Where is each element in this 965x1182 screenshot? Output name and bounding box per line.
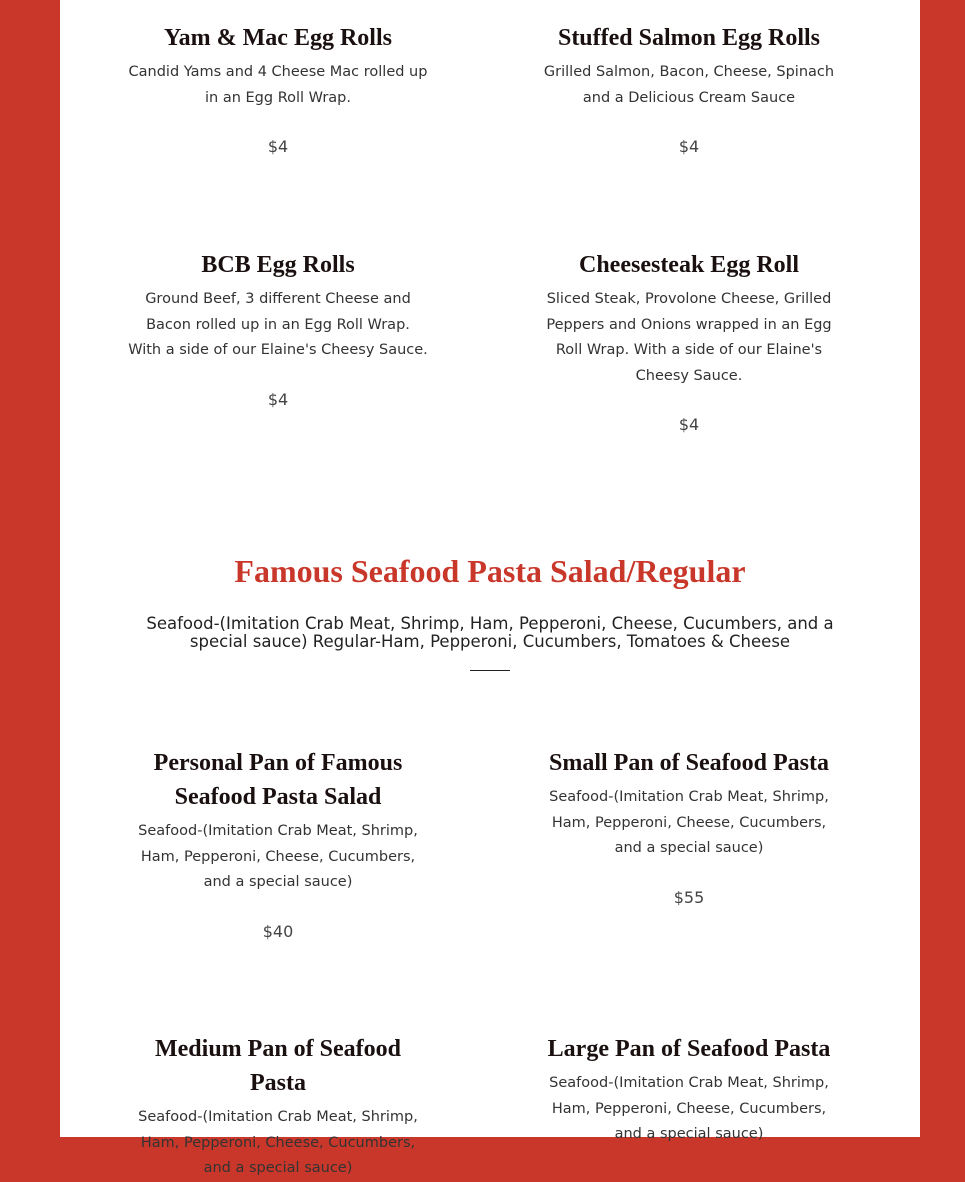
section-divider bbox=[470, 670, 510, 671]
item-name: BCB Egg Rolls bbox=[201, 252, 355, 278]
item-name: Stuffed Salmon Egg Rolls bbox=[557, 25, 821, 51]
item-name: Personal Pan of Famous Seafood Pasta Salad bbox=[153, 750, 403, 810]
item-name: Small Pan of Seafood Pasta bbox=[548, 750, 829, 776]
menu-item-cheesesteak-egg-roll bbox=[539, 248, 839, 434]
menu-item-yam-mac-egg-rolls bbox=[128, 21, 428, 156]
menu-item-bcb-egg-rolls bbox=[128, 248, 428, 409]
menu-item-personal-pan-seafood-pasta bbox=[128, 746, 428, 941]
menu-item-large-pan-seafood-pasta bbox=[539, 1032, 839, 1148]
item-description: Candid Yams and 4 Cheese Mac rolled up in an Egg Roll Wrap. bbox=[128, 64, 428, 106]
item-price: $4 bbox=[267, 137, 289, 157]
item-name: Large Pan of Seafood Pasta bbox=[547, 1036, 831, 1062]
item-description: Grilled Salmon, Bacon, Cheese, Spinach and a Delicious Cream Sauce bbox=[543, 64, 835, 106]
item-description: Seafood-(Imitation Crab Meat, Shrimp, Ham, Pepperoni, Cheese, Cucumbers, and a special sauce) bbox=[138, 1109, 418, 1177]
item-name: Cheesesteak Egg Roll bbox=[579, 252, 799, 278]
item-description: Seafood-(Imitation Crab Meat, Shrimp, Ham, Pepperoni, Cheese, Cucumbers, and a special sauce) bbox=[549, 789, 829, 857]
item-description: Seafood-(Imitation Crab Meat, Shrimp, Ham, Pepperoni, Cheese, Cucumbers, and a special sauce) bbox=[549, 1075, 829, 1143]
item-price: $55 bbox=[673, 887, 705, 907]
menu-item-small-pan-seafood-pasta bbox=[539, 746, 839, 907]
item-price: $4 bbox=[267, 389, 289, 409]
section-description: Seafood-(Imitation Crab Meat, Shrimp, Ham, Pepperoni, Cheese, Cucumbers, and a special sauce) Regular-Ham, Pepperoni, Cucumbers, Tomatoes & Cheese bbox=[146, 614, 834, 651]
item-name: Yam & Mac Egg Rolls bbox=[164, 25, 392, 51]
menu-item-stuffed-salmon-egg-rolls bbox=[539, 21, 839, 156]
item-description: Seafood-(Imitation Crab Meat, Shrimp, Ham, Pepperoni, Cheese, Cucumbers, and a special sauce) bbox=[138, 823, 418, 891]
item-price: $4 bbox=[678, 415, 700, 435]
item-name: Medium Pan of Seafood Pasta bbox=[155, 1036, 401, 1096]
section-title: Famous Seafood Pasta Salad/Regular bbox=[234, 553, 746, 589]
menu-page bbox=[60, 0, 920, 1177]
menu-item-medium-pan-seafood-pasta bbox=[128, 1032, 428, 1182]
item-description: Sliced Steak, Provolone Cheese, Grilled Peppers and Onions wrapped in an Egg Roll Wrap. With a side of our Elaine's Cheesy Sauce. bbox=[546, 291, 832, 384]
item-price: $4 bbox=[678, 137, 700, 157]
item-description: Ground Beef, 3 different Cheese and Bacon rolled up in an Egg Roll Wrap. With a side of our Elaine's Cheesy Sauce. bbox=[128, 291, 428, 359]
item-price: $40 bbox=[262, 921, 294, 941]
